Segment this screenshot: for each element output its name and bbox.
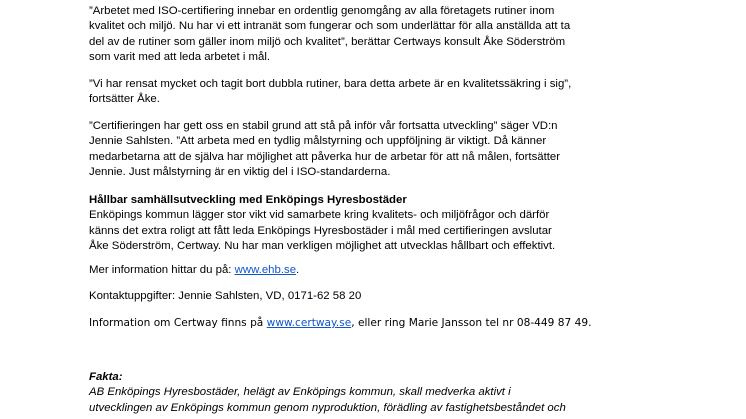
certway-website-link[interactable]: www.certway.se (266, 317, 352, 329)
text-line: medarbetarna att de själva har möjlighet att påverka hur de arbetar för att nå målen, fortsätter (89, 150, 561, 163)
more-info-line (89, 263, 649, 278)
text-line: Enköpings kommun lägger stor vikt vid samarbete kring kvalitets- och miljöfrågor och därför (89, 209, 550, 222)
text-line: Åke Söderström, Certway. Nu har man verkligen möjlighet att utvecklas hållbart och effektivt. (89, 240, 556, 253)
contact-line (89, 289, 649, 304)
iso-quote-paragraph (89, 4, 649, 66)
section-heading: Hållbar samhällsutveckling med Enköpings Hyresbostäder (89, 194, 407, 206)
more-info-suffix: . (296, 264, 300, 276)
certway-info-prefix: Information om Certway finns på (89, 317, 267, 329)
text-line: del av de rutiner som gäller inom miljö och kvalitet”, berättar Certways konsult Åke Söderström (89, 35, 566, 48)
text-line: Jennie Sahlsten. ”Att arbeta med en tydlig målstyrning och uppföljning är viktigt. Då känner (89, 135, 547, 148)
text-line: ”Arbetet med ISO-certifiering innebar en ordentlig genomgång av alla företagets rutiner inom (89, 5, 555, 17)
ehb-website-link[interactable]: www.ehb.se (234, 264, 297, 276)
text-line: kvalitet och miljö. Nu har vi ett intranät som fungerar och som underlättar för alla anställda att ta (89, 20, 571, 33)
text-line: fortsätter Åke. (89, 93, 160, 106)
certway-info-suffix: , eller ring Marie Jansson tel nr 08-449 87 49. (351, 317, 592, 329)
text-line: som varit med att leda arbetet i mål. (89, 51, 271, 64)
facts-section (89, 370, 649, 416)
ceo-quote-paragraph (89, 119, 649, 181)
contact-text: Kontaktuppgifter: Jennie Sahlsten, VD, 0171-62 58 20 (89, 290, 362, 302)
text-line: ”Vi har rensat mycket och tagit bort dubbla rutiner, bara detta arbete är en kvalitetssäkring i sig”, (89, 78, 572, 90)
facts-heading: Fakta: (89, 371, 123, 383)
text-line: ”Certifieringen har gett oss en stabil grund att stå på inför vår fortsatta utveckling” säger VD:n (89, 120, 558, 132)
text-line: känns det extra roligt att fått leda Enköpings Hyresbostäder i mål med certifieringen avslutar (89, 224, 552, 237)
text-line: utvecklingen av Enköpings kommun genom nyproduktion, förädling av fastighetsbeståndet och (89, 401, 566, 414)
more-info-text-wrapper (89, 263, 649, 278)
sustainable-development-section (89, 193, 649, 255)
more-info-text: Mer information hittar du på: (89, 264, 235, 276)
text-line: AB Enköpings Hyresbostäder, helägt av Enköpings kommun, skall medverka aktivt i (89, 386, 511, 399)
text-line: Jennie. Just målstyrning är en viktig del i ISO-standarderna. (89, 166, 391, 179)
cleanup-paragraph (89, 77, 649, 108)
certway-info-wrapper (89, 316, 649, 331)
certway-info-line (89, 316, 649, 331)
